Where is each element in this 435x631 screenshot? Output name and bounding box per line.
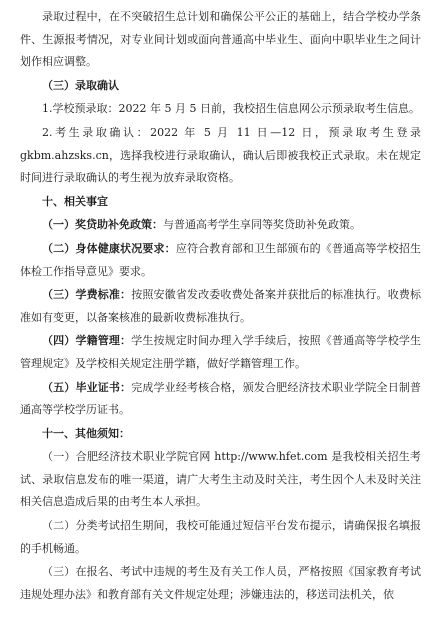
text-diploma: 完成学业经考核合格，颁发合肥经济技术职业学院全日制普通高等学校学历证书。 <box>20 380 422 417</box>
label-health: （二）身体健康状况要求： <box>42 241 176 255</box>
paragraph-financial-aid <box>20 214 421 237</box>
heading-related-matters: 十、相关事宜 <box>42 194 108 208</box>
label-diploma: （五）毕业证书： <box>42 380 132 394</box>
paragraph-student-status <box>20 330 421 375</box>
text-health: 应符合教育部和卫生部颁布的《普通高等学校招生体检工作指导意见》要求。 <box>20 241 422 278</box>
text-student-status: 学生按规定时间办理入学手续后，按照《普通高等学校学生管理规定》及学校相关规定注册学籍，做好学籍管理工作。 <box>20 334 422 370</box>
paragraph-violations: （三）在报名、考试中违规的考生及有关工作人员，严格按照《国家教育考试违规处理办法》和教育部有关文件规定处理；涉嫌违法的，移送司法机关，依 <box>20 565 421 601</box>
paragraph-admission-adjustment: 录取过程中，在不突破招生总计划和确保公平公正的基础上，结合学校办学条件、生源报考情况，对专业间计划或面向普通高中毕业生、面向中职毕业生之间计划作相应调整。 <box>20 10 421 69</box>
paragraph-confirmation: 2.考生录取确认：2022 年 5 月 11 日—12 日，预录取考生登录 gkbm.ahzsks.cn，选择我校进行录取确认，确认后即被我校正式录取。未在规定时间进行录取确认的考生视为放弃录取资格。 <box>20 125 421 185</box>
heading-admission-confirmation: （三）录取确认 <box>42 78 119 92</box>
heading-other-notes: 十一、其他须知： <box>42 426 130 440</box>
paragraph-diploma <box>20 377 421 422</box>
text-financial-aid: 与普通高考学生享同等奖贷助补免政策。 <box>163 218 361 232</box>
paragraph-pre-admission: 1.学校预录取：2022 年 5 月 5 日前，我校招生信息网公示预录取考生信息。 <box>42 102 420 116</box>
paragraph-official-website: （一）合肥经济技术职业学院官网 http://www.hfet.com 是我校相关招生考试、录取信息发布的唯一渠道，请广大考生主动及时关注，考生因个人未及时关注相关信息造成后果的由考生本人承担。 <box>20 450 421 509</box>
paragraph-sms-notice: （二）分类考试招生期间，我校可能通过短信平台发布提示，请确保报名填报的手机畅通。 <box>20 519 421 555</box>
paragraph-tuition <box>20 284 421 329</box>
text-tuition: 按照安徽省发改委收费处备案并获批后的标准执行。收费标准如有变更，以备案核准的最新收费标准执行。 <box>20 288 422 324</box>
label-tuition: （三）学费标准： <box>42 288 132 302</box>
label-student-status: （四）学籍管理： <box>42 334 132 348</box>
label-financial-aid: （一）奖贷助补免政策： <box>42 218 163 232</box>
paragraph-health <box>20 238 421 283</box>
